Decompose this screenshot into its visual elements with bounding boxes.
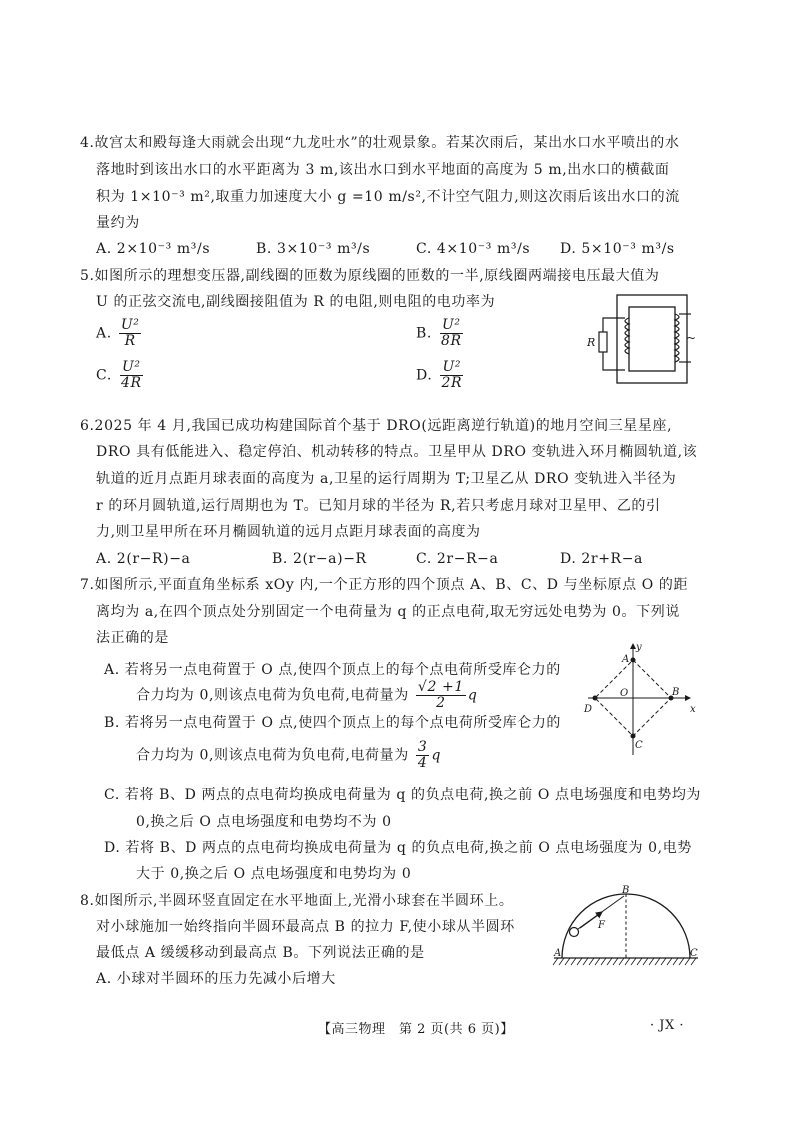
secondary-coil: [625, 318, 629, 354]
q7-line-1: 7.如图所示,平面直角坐标系 xOy 内,一个正方形的四个顶点 A、B、C、D 与坐标原点 O 的距: [80, 577, 689, 593]
charge-c: [631, 734, 636, 739]
q7-option-b-line-2: [136, 740, 441, 771]
denominator: 2R: [441, 375, 463, 391]
numerator: √2 +1: [417, 679, 464, 695]
q8-line-3: 最低点 A 缓缓移动到最高点 B。下列说法正确的是: [96, 945, 425, 961]
q6-line-2: DRO 具有低能进入、稳定停泊、机动转移的特点。卫星甲从 DRO 变轨进入环月椭圆轨道,该: [96, 444, 698, 460]
ground-hatching: [553, 958, 696, 965]
point-d-label: D: [584, 704, 593, 715]
force-label: F: [598, 920, 605, 931]
denominator: 2: [436, 695, 446, 711]
q6-line-5: 力,则卫星甲所在环月椭圆轨道的远月点距月球表面的高度为: [96, 524, 481, 540]
q4-line-4: 量约为: [96, 215, 140, 231]
footer-code: · JX ·: [650, 1018, 684, 1033]
point-a-label: A: [554, 948, 562, 959]
option-text: 合力均为 0,则该点电荷为负电荷,电荷量为: [136, 687, 409, 704]
small-ball: [570, 928, 579, 937]
q7-option-d-line-2: 大于 0,换之后 O 点电场强度和电势均为 0: [136, 866, 412, 882]
charge-a: [631, 658, 636, 663]
origin-label: O: [620, 688, 629, 699]
q5-option-a: [96, 318, 143, 349]
ac-source-symbol: ~: [686, 331, 697, 345]
q5-option-c: [96, 360, 146, 391]
point-a-label: A: [622, 654, 630, 665]
q7-line-2: 离均为 a,在四个顶点处分别固定一个电荷量为 q 的正点电荷,取无穷远处电势为 0。下列说: [96, 604, 680, 620]
x-axis-label: x: [690, 704, 696, 715]
numerator: 3: [417, 739, 428, 755]
q5-option-b: [416, 318, 466, 349]
numerator: U²: [121, 359, 141, 375]
q6-line-3: 轨道的近月点距月球表面的高度为 a,卫星的运行周期为 T;卫星乙从 DRO 变轨进入半径为: [96, 471, 677, 487]
q6-option-c: C. 2r−R−a: [416, 551, 499, 567]
q8-line-1: 8.如图所示,半圆环竖直固定在水平地面上,光滑小球套在半圆环上。: [80, 893, 514, 909]
option-label: B.: [416, 325, 432, 342]
charge-d: [593, 696, 598, 701]
q4-option-a: A. 2×10⁻³ m³/s: [96, 241, 211, 257]
fraction: [119, 318, 142, 349]
q4-line-3: 积为 1×10⁻³ m²,取重力加速度大小 g =10 m/s²,不计空气阻力,则这次雨后该出水口的流: [96, 189, 680, 205]
q7-line-3: 法正确的是: [96, 630, 169, 646]
resistor: [599, 332, 607, 352]
q5-line-2: U 的正弦交流电,副线圈接阻值为 R 的电阻,则电阻的电功率为: [96, 294, 496, 310]
fraction: [439, 360, 464, 391]
option-text: 合力均为 0,则该点电荷为负电荷,电荷量为: [136, 747, 409, 764]
charge-symbol: q: [431, 747, 441, 764]
denominator: 4: [417, 755, 428, 771]
q5-option-d: [416, 360, 466, 391]
denominator: 8R: [441, 333, 462, 349]
option-label: A.: [96, 325, 112, 342]
numerator: U²: [442, 359, 462, 375]
q7-option-b-line-1: B. 若将另一点电荷置于 O 点,使四个顶点上的每个点电荷所受库仑力的: [104, 715, 562, 731]
y-axis-label: y: [636, 642, 642, 653]
denominator: 4R: [120, 375, 142, 391]
option-label: C.: [96, 367, 112, 384]
q7-option-d-line-1: D. 若将 B、D 两点的点电荷均换成电荷量为 q 的负点电荷,换之前 O 点电场强度为 0,电势: [104, 840, 692, 856]
page-footer: 【高三物理 第 2 页(共 6 页)】: [318, 1022, 514, 1037]
numerator: U²: [120, 317, 140, 333]
semicircle-ring-diagram: [548, 885, 708, 978]
charge-symbol: q: [467, 687, 478, 704]
q4-option-c: C. 4×10⁻³ m³/s: [416, 241, 531, 257]
fraction: [439, 318, 464, 349]
q6-option-b: B. 2(r−a)−R: [272, 551, 367, 567]
q8-option-a: A. 小球对半圆环的压力先减小后增大: [96, 971, 336, 987]
q7-option-c-line-1: C. 若将 B、D 两点的点电荷均换成电荷量为 q 的负点电荷,换之前 O 点电场强度和电势均为: [104, 787, 702, 803]
iron-core-inner: [629, 307, 675, 371]
fraction: [416, 740, 430, 771]
point-c-label: C: [635, 740, 643, 751]
q4-line-1: 4.故宫太和殿每逢大雨就会出现“九龙吐水”的壮观景象。若某次雨后，某出水口水平喷出的水: [80, 135, 680, 151]
q4-option-d: D. 5×10⁻³ m³/s: [560, 241, 675, 257]
q4-option-b: B. 3×10⁻³ m³/s: [256, 241, 371, 257]
q6-line-4: r 的环月圆轨道,运行周期也为 T。已知月球的半径为 R,若只考虑月球对卫星甲、乙的引: [96, 498, 661, 514]
q7-option-c-line-2: 0,换之后 O 点电场强度和电势均不为 0: [136, 814, 392, 830]
denominator: R: [124, 333, 136, 349]
point-b-label: B: [622, 885, 630, 896]
transformer-diagram: [585, 290, 695, 390]
fraction: [119, 360, 144, 391]
fraction: [416, 680, 466, 711]
point-c-label: C: [690, 948, 698, 959]
q5-line-1: 5.如图所示的理想变压器,副线圈的匝数为原线圈的匝数的一半,原线圈两端接电压最大值为: [80, 268, 660, 284]
q8-line-2: 对小球施加一始终指向半圆环最高点 B 的拉力 F,使小球从半圆环: [96, 919, 515, 935]
q6-line-1: 6.2025 年 4 月,我国已成功构建国际首个基于 DRO(远距离逆行轨道)的地月空间三星星座,: [80, 418, 673, 434]
numerator: U²: [442, 317, 461, 333]
square-charges-diagram: [578, 640, 698, 760]
option-label: D.: [416, 367, 433, 384]
q4-line-2: 落地时到该出水口的水平距离为 3 m,该出水口到水平地面的高度为 5 m,出水口的横截面: [96, 162, 670, 178]
q7-option-a-line-2: [136, 680, 477, 711]
point-b-label: B: [672, 687, 680, 698]
resistor-label: R: [587, 336, 596, 349]
q7-option-a-line-1: A. 若将另一点电荷置于 O 点,使四个顶点上的每个点电荷所受库仑力的: [104, 662, 561, 678]
q6-option-d: D. 2r+R−a: [560, 551, 643, 567]
semicircle-ring: [562, 894, 690, 958]
q6-option-a: A. 2(r−R)−a: [96, 551, 191, 567]
